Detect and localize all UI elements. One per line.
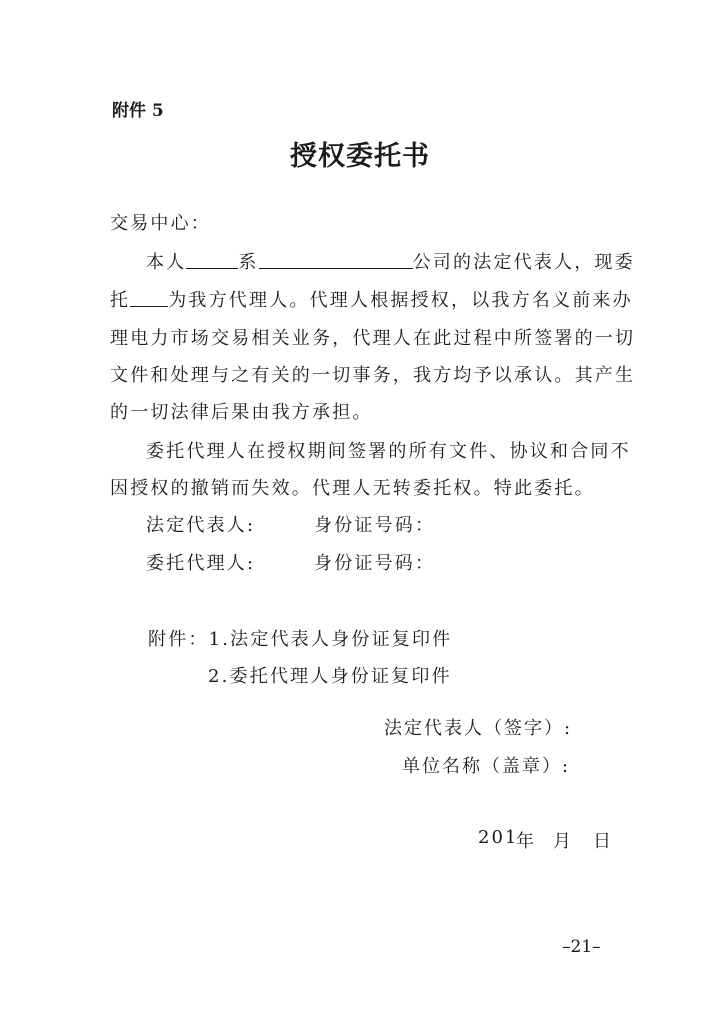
agent-id-label: 身份证号码：	[314, 553, 436, 574]
date-year-unit: 年	[516, 831, 536, 852]
paragraph1-line5: 的一切法律后果由我方承担。	[110, 402, 373, 423]
paragraph2-line1: 委托代理人在授权期间签署的所有文件、协议和合同不	[146, 441, 631, 462]
attachment-list-line1: 附件：1.法定代表人身份证复印件	[148, 629, 453, 650]
unit-name-seal: 单位名称（盖章）:	[402, 756, 571, 777]
paragraph2-line2: 因授权的撤销而失效。代理人无转委托权。特此委托。	[110, 478, 595, 499]
legal-rep-label: 法定代表人:	[146, 515, 256, 536]
p1-text-c: 公司的法定代表人，现委	[412, 252, 635, 273]
legal-rep-id-label: 身份证号码：	[314, 515, 436, 536]
page-number: –21–	[562, 937, 601, 957]
attachment-list-line2: 2.委托代理人身份证复印件	[208, 666, 452, 687]
agent-label: 委托代理人:	[146, 553, 256, 574]
legal-rep-signature: 法定代表人（签字）:	[384, 718, 573, 739]
company-blank	[259, 252, 413, 269]
p1-text-b: 系	[238, 252, 259, 273]
document-title: 授权委托书	[290, 141, 430, 172]
addressee: 交易中心：	[110, 213, 211, 234]
paragraph1-line1	[146, 248, 635, 274]
paragraph1-line3: 理电力市场交易相关业务，代理人在此过程中所签署的一切	[110, 328, 636, 349]
name-blank	[186, 252, 238, 269]
date-year: 201	[478, 827, 519, 848]
date-day-unit: 日	[593, 831, 613, 852]
p1-text-a: 本人	[146, 252, 187, 273]
p1-text-e: 为我方代理人。代理人根据授权，以我方名义前来办	[168, 290, 633, 311]
paragraph1-line2	[110, 286, 633, 312]
paragraph1-line4: 文件和处理与之有关的一切事务，我方均予以承认。其产生	[110, 365, 636, 386]
agent-blank	[130, 290, 168, 307]
p1-text-d: 托	[110, 290, 131, 311]
date-month-unit: 月	[553, 831, 573, 852]
attachment-label: 附件 5	[112, 101, 164, 121]
